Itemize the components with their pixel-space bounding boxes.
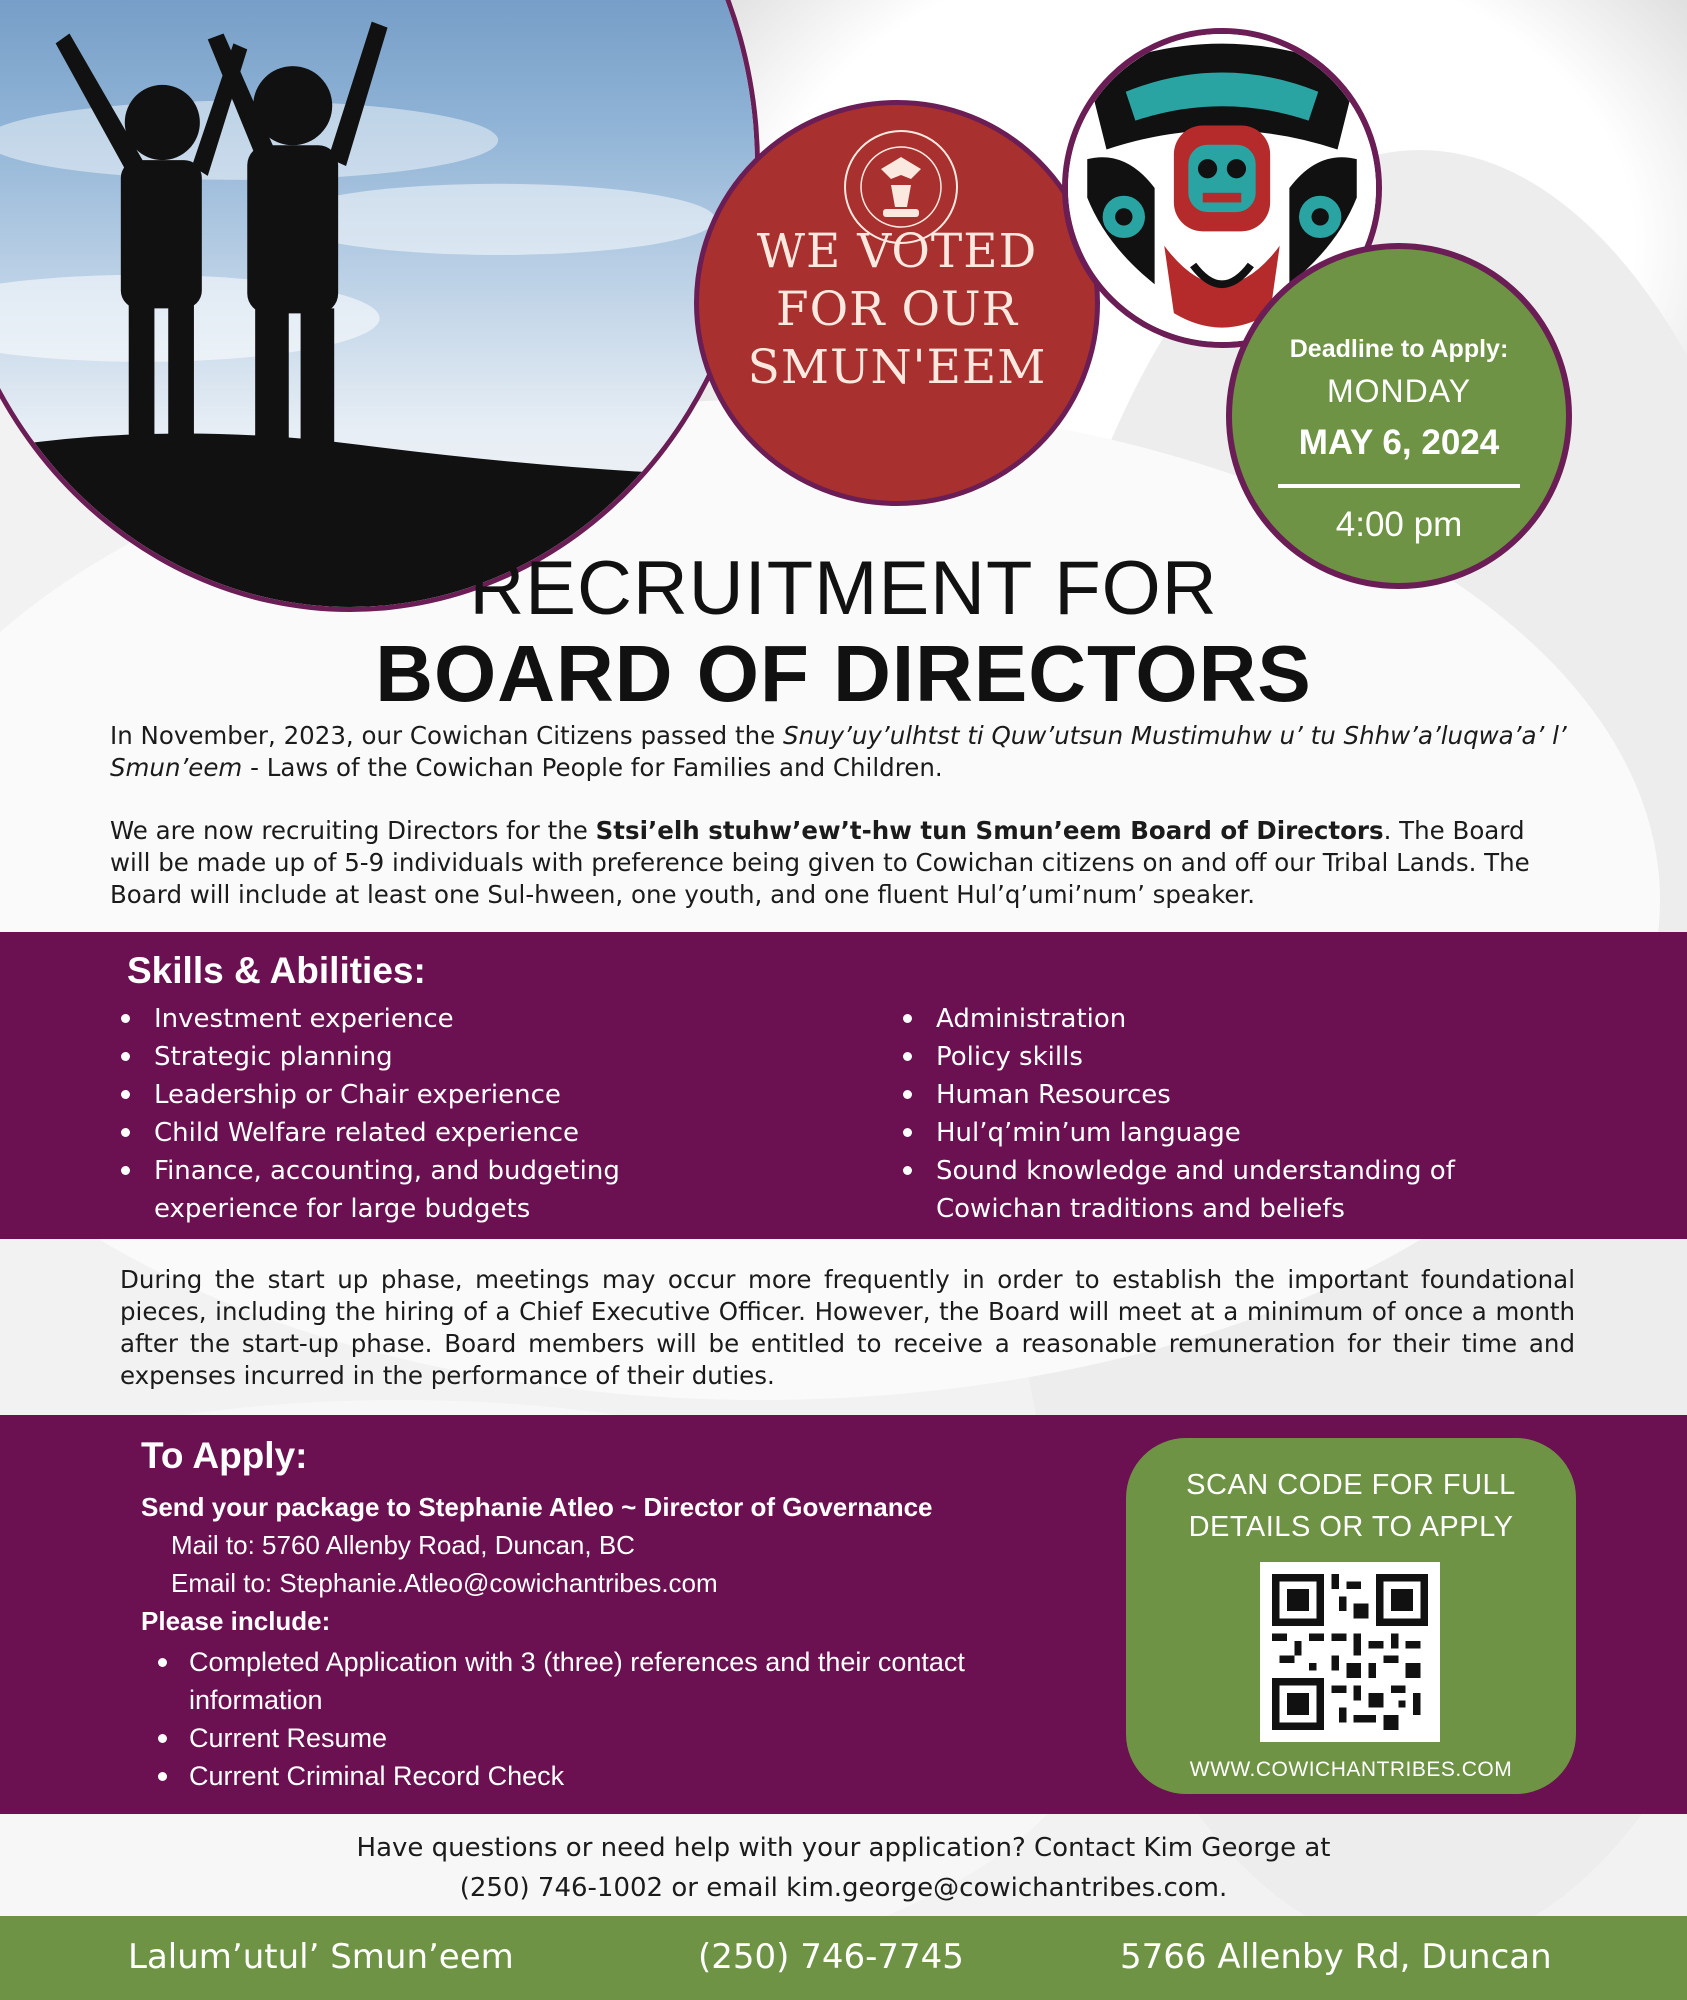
apply-include-list (152, 1643, 1052, 1795)
contact-questions (0, 1828, 1687, 1908)
skills-section (0, 932, 1687, 1239)
voted-text: WE VOTED FOR OUR SMUN'EEM (747, 224, 1047, 395)
deadline-divider (1278, 484, 1520, 488)
deadline-day: MONDAY (1326, 373, 1472, 409)
skills-list-left (118, 1000, 738, 1228)
voted-badge (694, 100, 1100, 506)
skills-list-right (900, 1000, 1560, 1228)
list-item: Child Welfare related experience (118, 1114, 738, 1152)
list-item: Sound knowledge and understanding of Cowichan traditions and beliefs (900, 1152, 1560, 1228)
list-item: Finance, accounting, and budgeting experience for large budgets (118, 1152, 738, 1228)
page-title-line1: RECRUITMENT FOR (469, 546, 1218, 631)
qr-code[interactable] (1260, 1562, 1440, 1742)
list-item: Human Resources (900, 1076, 1560, 1114)
list-item: Strategic planning (118, 1038, 738, 1076)
deadline-label: Deadline to Apply: (1289, 335, 1509, 363)
skills-heading: Skills & Abilities: (127, 950, 426, 991)
apply-heading: To Apply: (141, 1435, 308, 1476)
scan-code-box (1126, 1438, 1576, 1794)
list-item: Administration (900, 1000, 1560, 1038)
apply-send-to: Send your package to Stephanie Atleo ~ Director of Governance (141, 1492, 933, 1522)
page-title-line2: BOARD OF DIRECTORS (375, 629, 1312, 718)
deadline-time: 4:00 pm (1335, 505, 1463, 544)
apply-email-link[interactable]: Email to: Stephanie.Atleo@cowichantribes.com (171, 1568, 718, 1598)
list-item: Completed Application with 3 (three) references and their contact information (152, 1643, 1052, 1719)
contact-line-2: (250) 746-1002 or email kim.george@cowichantribes.com. (459, 1873, 1228, 1903)
deadline-badge (1226, 243, 1572, 589)
footer-bar (0, 1916, 1687, 2000)
list-item: Investment experience (118, 1000, 738, 1038)
footer-address: 5766 Allenby Rd, Duncan (1120, 1937, 1552, 1977)
list-item: Policy skills (900, 1038, 1560, 1076)
website-link[interactable]: WWW.COWICHANTRIBES.COM (1189, 1758, 1513, 1781)
intro-paragraph-1: In November, 2023, our Cowichan Citizens passed the Snuy’uy’ulhtst ti Quw’utsun Mustimuhw u’ tu Shhw’a’luqwa’a’ l’ Smun’eem - Laws of the Cowichan People for Families and Children. (110, 721, 1567, 782)
apply-include-label: Please include: (141, 1606, 331, 1636)
list-item: Current Criminal Record Check (152, 1757, 1052, 1795)
list-item: Leadership or Chair experience (118, 1076, 738, 1114)
contact-line-1: Have questions or need help with your application? Contact Kim George at (356, 1833, 1331, 1863)
startup-paragraph: During the start up phase, meetings may occur more frequently in order to establish the important foundational pieces, including the hiring of a Chief Executive Officer. However, the Board will meet at a minimum of once a month after the start-up phase. Board members will be entitled to receive a reasonable remuneration for their time and expenses incurred in the performance of their duties. (120, 1265, 1575, 1390)
apply-mail-address: Mail to: 5760 Allenby Road, Duncan, BC (171, 1530, 635, 1560)
law-name: Snuy’uy’ulhtst ti Quw’utsun Mustimuhw u’ tu Shhw’a’luqwa’a’ l’ Smun’eem (110, 721, 1567, 782)
footer-org-name: Lalum’utul’ Smun’eem (128, 1937, 514, 1977)
intro-paragraph-2: We are now recruiting Directors for the Stsi’elh stuhw’ew’t-hw tun Smun’eem Board of Directors. The Board will be made up of 5-9 individuals with preference being given to Cowichan citizens on and off our Tribal Lands. The Board will include at least one Sul-hween, one youth, and one fluent Hul’q’umi’num’ speaker. (110, 816, 1530, 909)
qr-code-icon (1272, 1574, 1428, 1730)
list-item: Hul’q’min’um language (900, 1114, 1560, 1152)
board-name: Stsi’elh stuhw’ew’t-hw tun Smun’eem Board of Directors (595, 816, 1384, 845)
deadline-date: MAY 6, 2024 (1298, 423, 1500, 462)
apply-section (0, 1415, 1687, 1814)
footer-phone[interactable]: (250) 746-7745 (698, 1937, 964, 1977)
list-item: Current Resume (152, 1719, 1052, 1757)
scan-instructions: SCAN CODE FOR FULL DETAILS OR TO APPLY (1186, 1469, 1516, 1543)
